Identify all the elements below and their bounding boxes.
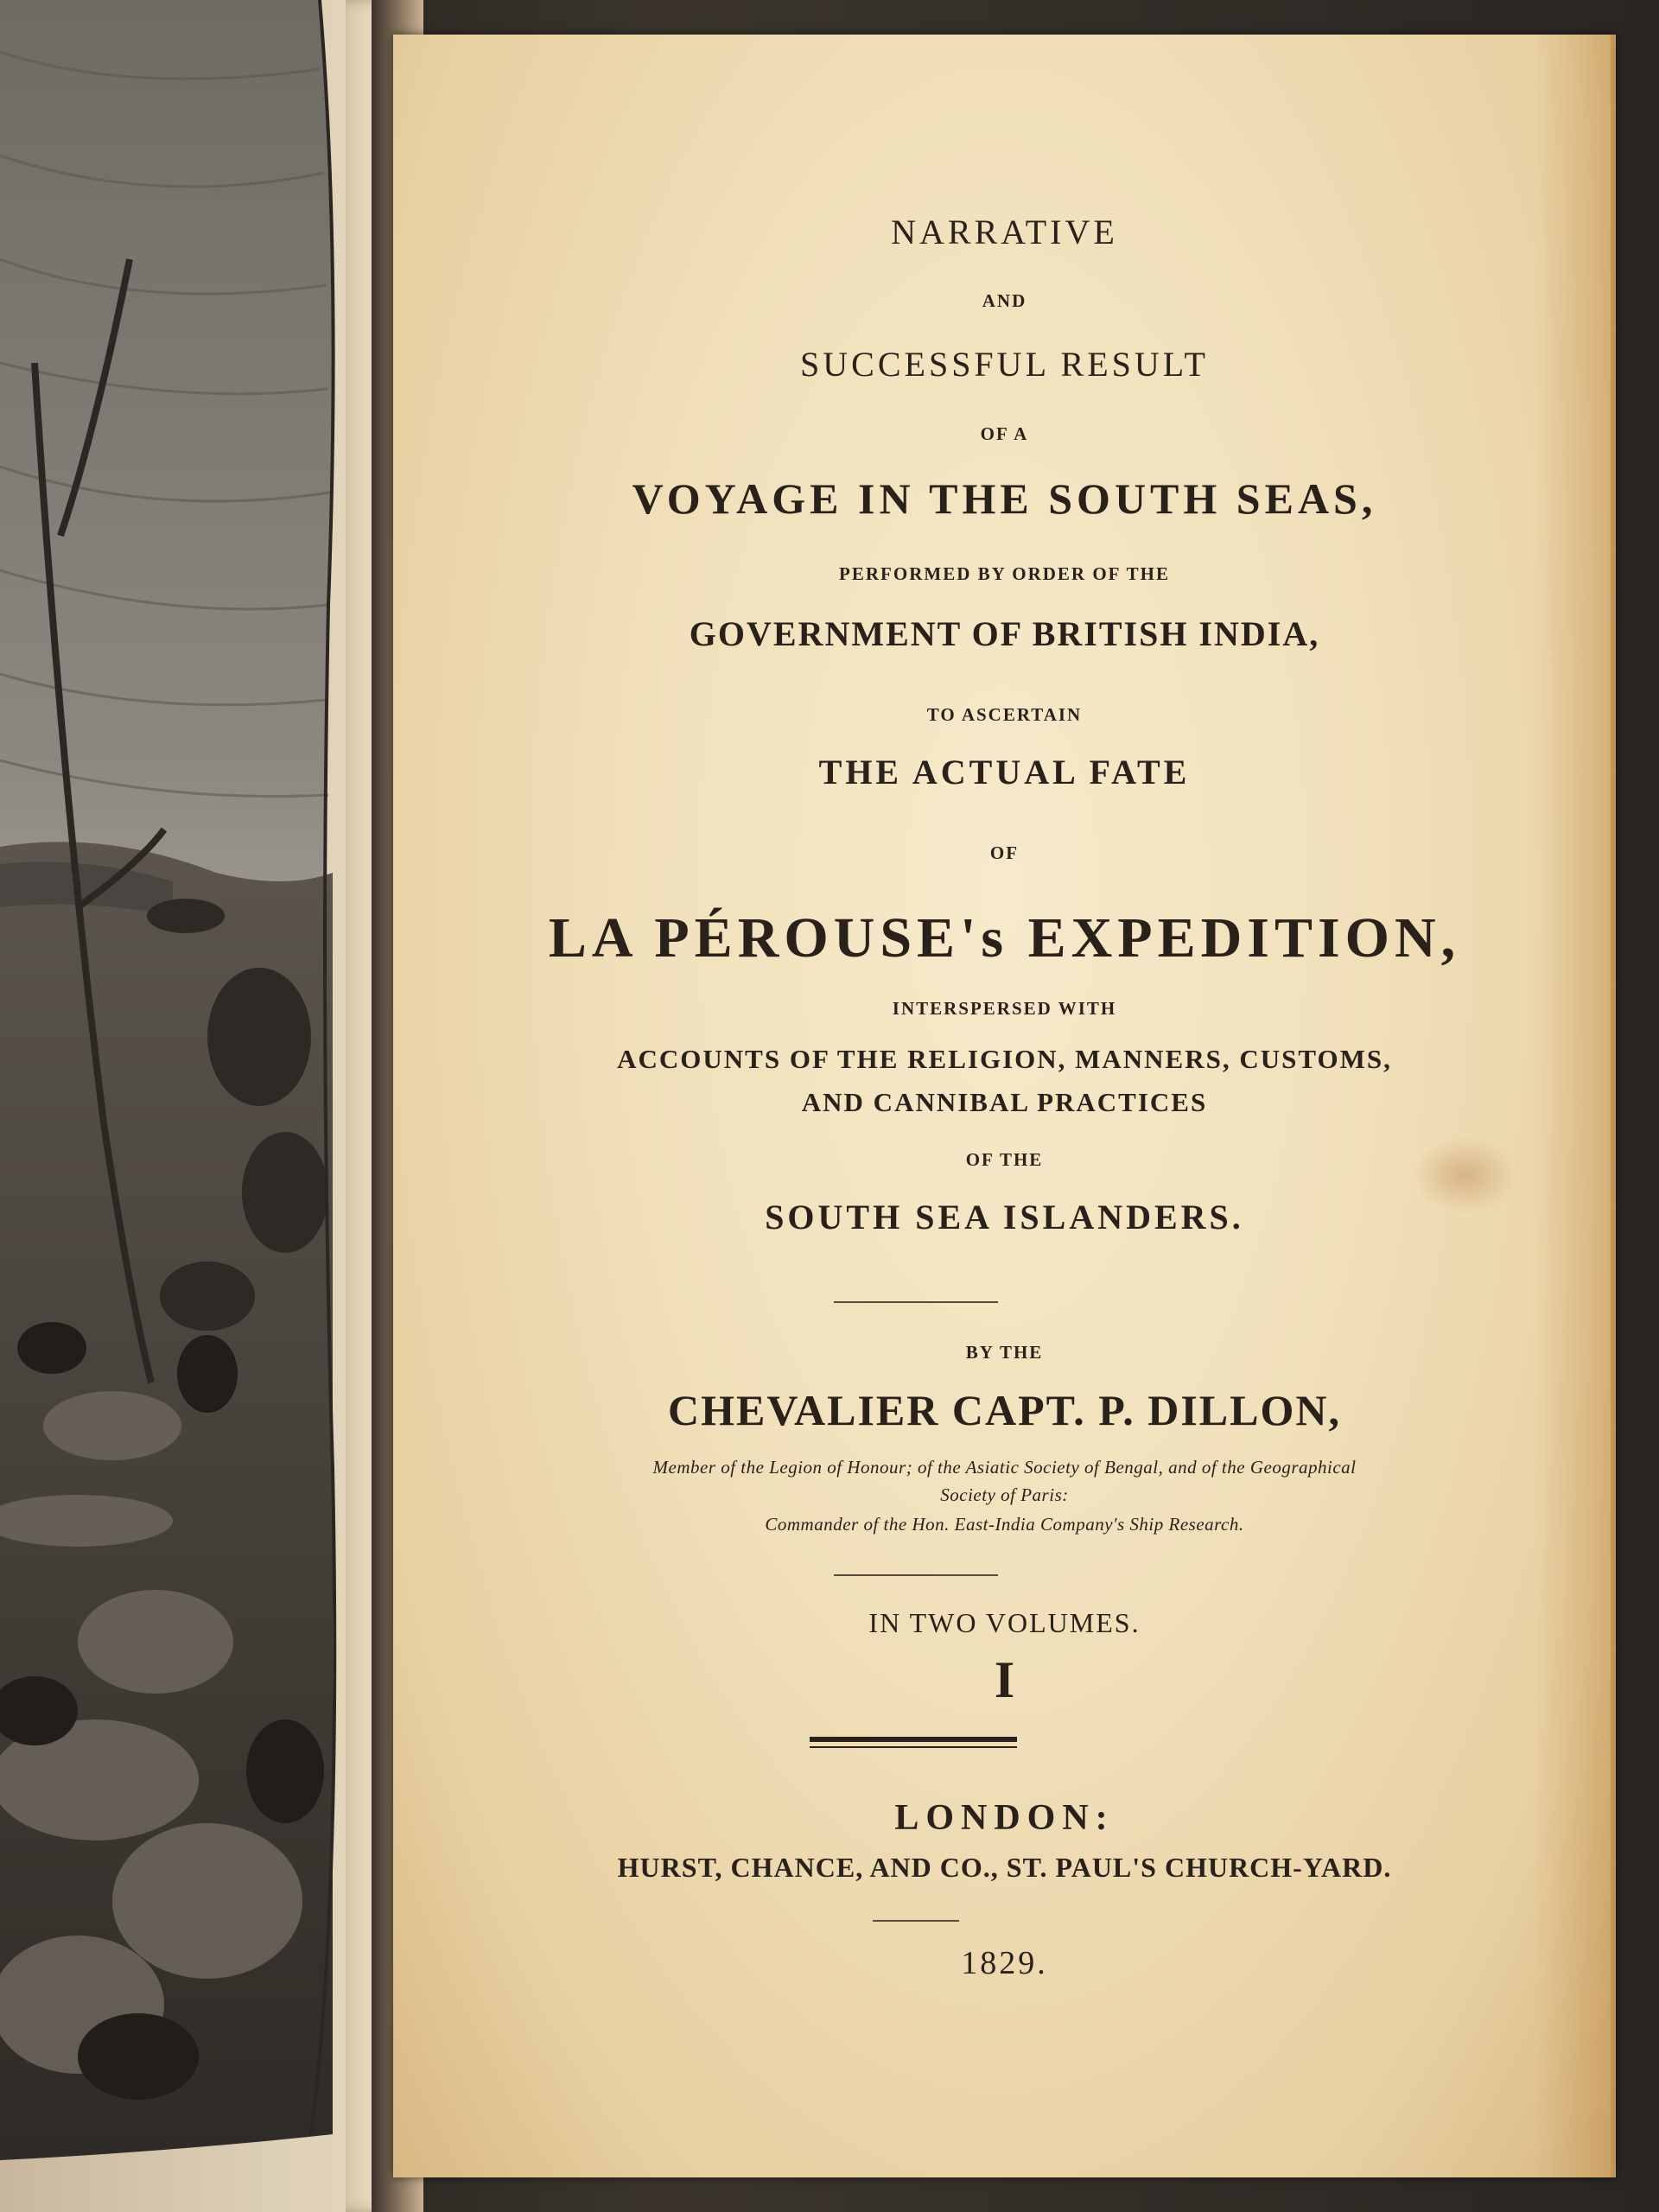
imprint-year: 1829. bbox=[961, 1945, 1048, 1981]
title-of: OF bbox=[989, 842, 1020, 863]
title-performed: PERFORMED BY ORDER OF THE bbox=[839, 563, 1170, 584]
title-to-ascertain: TO ASCERTAIN bbox=[926, 704, 1083, 725]
author-credentials-1: Member of the Legion of Honour; of the Asiatic Society of Bengal, and of the Geographical bbox=[652, 1457, 1357, 1478]
title-voyage: VOYAGE IN THE SOUTH SEAS, bbox=[632, 474, 1377, 523]
frontispiece-engraving bbox=[0, 0, 350, 2160]
imprint-city: LONDON: bbox=[894, 1798, 1115, 1838]
volume-number: I bbox=[994, 1651, 1015, 1708]
short-rule bbox=[873, 1920, 959, 1922]
title-successful-result: SUCCESSFUL RESULT bbox=[800, 345, 1209, 384]
title-la-perouse: LA PÉROUSE's EXPEDITION, bbox=[548, 906, 1461, 969]
title-actual-fate: THE ACTUAL FATE bbox=[818, 753, 1191, 791]
divider-rule bbox=[834, 1301, 998, 1303]
volumes-note: IN TWO VOLUMES. bbox=[868, 1607, 1141, 1638]
title-interspersed: INTERSPERSED WITH bbox=[892, 998, 1117, 1019]
title-of-the: OF THE bbox=[965, 1149, 1044, 1170]
title-islanders: SOUTH SEA ISLANDERS. bbox=[765, 1198, 1244, 1236]
title-cannibal: AND CANNIBAL PRACTICES bbox=[801, 1087, 1208, 1117]
title-page bbox=[393, 35, 1616, 2177]
author-credentials-3: Commander of the Hon. East-India Company's Ship Research. bbox=[765, 1514, 1244, 1535]
title-and: AND bbox=[982, 290, 1027, 311]
title-government: GOVERNMENT OF BRITISH INDIA, bbox=[689, 614, 1320, 653]
title-accounts: ACCOUNTS OF THE RELIGION, MANNERS, CUSTOMS, bbox=[617, 1044, 1392, 1074]
title-of-a: OF A bbox=[980, 423, 1029, 444]
divider-rule bbox=[834, 1574, 998, 1576]
author-name: CHEVALIER CAPT. P. DILLON, bbox=[667, 1386, 1341, 1434]
frontispiece-page bbox=[0, 0, 397, 2212]
double-rule-top bbox=[810, 1737, 1017, 1742]
author-credentials-2: Society of Paris: bbox=[940, 1484, 1069, 1505]
by-the: BY THE bbox=[965, 1342, 1044, 1363]
double-rule-bottom bbox=[810, 1746, 1017, 1748]
title-narrative: NARRATIVE bbox=[891, 213, 1118, 251]
imprint-publisher: HURST, CHANCE, AND CO., ST. PAUL'S CHURCH-YARD. bbox=[617, 1852, 1392, 1883]
